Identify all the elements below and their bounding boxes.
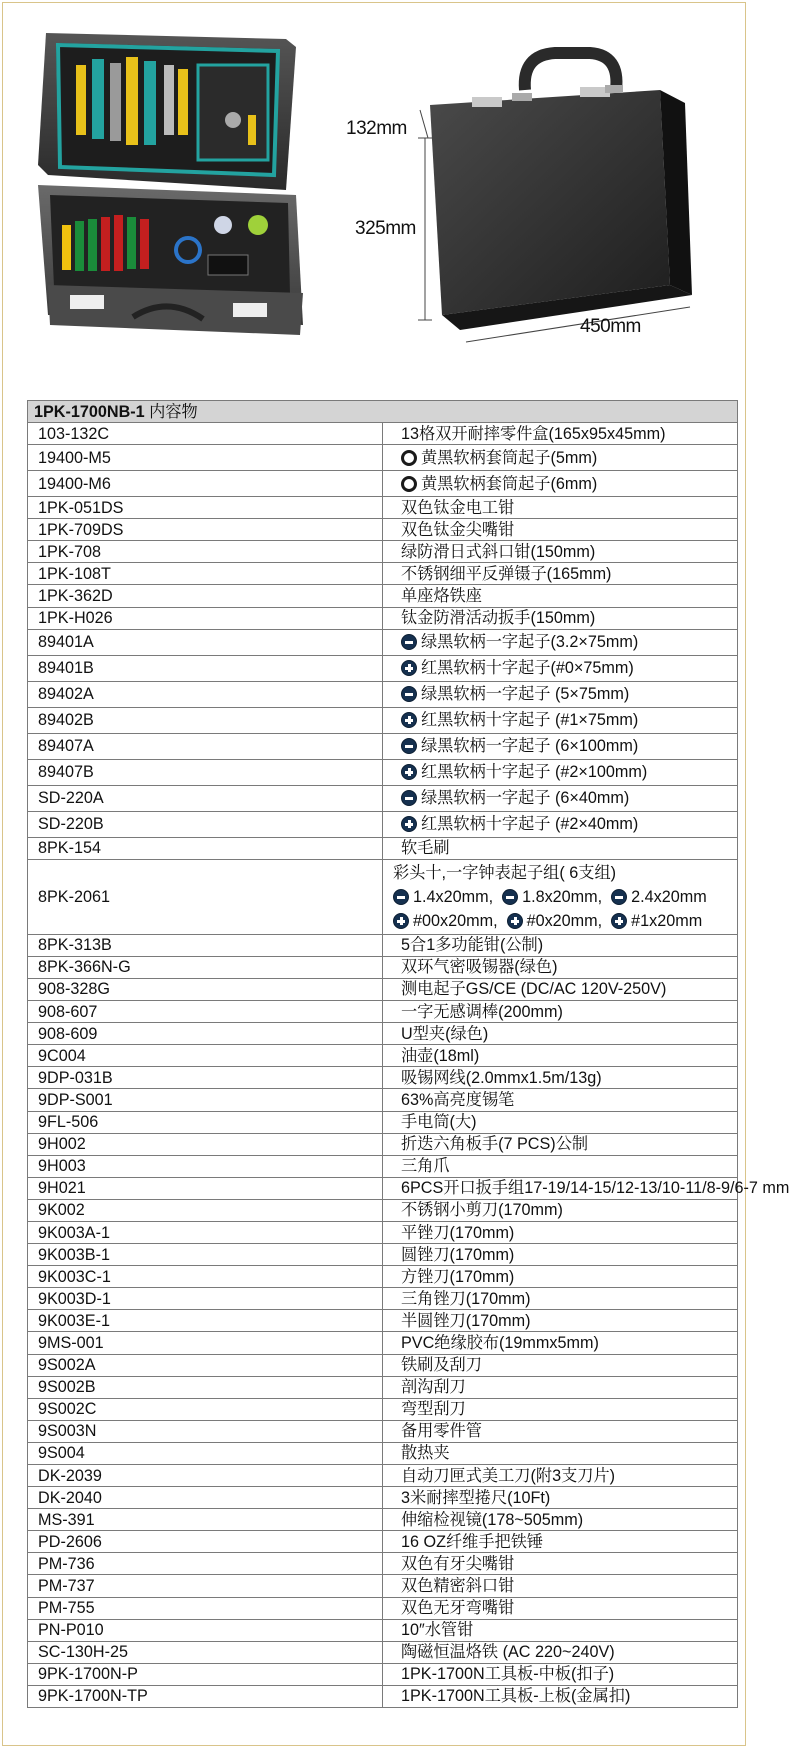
table-row — [28, 1442, 738, 1464]
item-code: 1PK-708 — [28, 541, 383, 563]
table-row — [28, 785, 738, 811]
table-row — [28, 1288, 738, 1310]
size: 2.4x20mm — [631, 887, 707, 906]
item-description-text: 1PK-1700N工具板-上板(金属扣) — [401, 1687, 631, 1706]
item-description — [383, 1619, 738, 1641]
item-description — [383, 1398, 738, 1420]
item-description — [383, 1641, 738, 1663]
item-description-text: 折迭六角板手(7 PCS)公制 — [401, 1135, 589, 1154]
phillips-icon — [401, 712, 417, 728]
item-description-text: 陶磁恒温烙铁 (AC 220~240V) — [401, 1643, 615, 1662]
item-description — [383, 563, 738, 585]
item-description — [383, 1023, 738, 1045]
slotted-icon — [502, 889, 518, 905]
item-description-text: 红黑软柄十字起子 (#1×75mm) — [421, 711, 639, 730]
slotted-icon — [611, 889, 627, 905]
item-code: 9K002 — [28, 1199, 383, 1221]
height-small-label: 132mm — [346, 118, 407, 139]
width-label: 450mm — [580, 316, 641, 337]
item-description — [383, 1531, 738, 1553]
item-code: MS-391 — [28, 1509, 383, 1531]
item-description — [383, 541, 738, 563]
item-code: DK-2040 — [28, 1487, 383, 1509]
size: 1.8x20mm, — [522, 887, 603, 906]
table-row — [28, 1354, 738, 1376]
item-description — [383, 837, 738, 859]
table-row — [28, 811, 738, 837]
table-row — [28, 563, 738, 585]
item-code: 8PK-313B — [28, 934, 383, 956]
size: #00x20mm, — [413, 911, 498, 930]
item-code: 1PK-051DS — [28, 497, 383, 519]
rows-group-2 — [28, 934, 789, 1707]
item-description-text: 5合1多功能钳(公制) — [401, 936, 544, 955]
item-description — [383, 585, 738, 607]
item-description — [383, 655, 738, 681]
item-description-text: 三角爪 — [401, 1157, 450, 1176]
item-code: 9DP-S001 — [28, 1089, 383, 1111]
item-description — [383, 707, 738, 733]
item-code: 9S003N — [28, 1420, 383, 1442]
item-code: PD-2606 — [28, 1531, 383, 1553]
table-row — [28, 1133, 738, 1155]
item-code: PM-737 — [28, 1575, 383, 1597]
table-row — [28, 1641, 738, 1663]
table-row — [28, 1045, 738, 1067]
item-code: 8PK-154 — [28, 837, 383, 859]
item-code: 9K003A-1 — [28, 1221, 383, 1243]
item-description — [383, 629, 738, 655]
slotted-icon — [401, 738, 417, 754]
item-description — [383, 445, 738, 471]
item-description — [383, 1487, 738, 1509]
item-description-text: 吸锡网线(2.0mmx1.5m/13g) — [401, 1068, 602, 1087]
item-description-text: 黄黑软柄套筒起子(5mm) — [421, 448, 598, 467]
item-description-text: 双色钛金电工钳 — [401, 498, 515, 517]
item-code: 8PK-366N-G — [28, 956, 383, 978]
phillips-icon — [401, 660, 417, 676]
table-row — [28, 956, 738, 978]
item-code: 89402A — [28, 681, 383, 707]
item-description — [383, 934, 738, 956]
item-code: PN-P010 — [28, 1619, 383, 1641]
table-header-row — [28, 401, 738, 423]
set-title: 彩头十,一字钟表起子组( 6支组) — [393, 863, 617, 882]
item-description-text: 三角锉刀(170mm) — [401, 1289, 531, 1308]
item-code: 1PK-362D — [28, 585, 383, 607]
table-row — [28, 1597, 738, 1619]
item-description-text: 软毛刷 — [401, 839, 450, 858]
item-description — [383, 681, 738, 707]
item-code: 9S002B — [28, 1376, 383, 1398]
table-row — [28, 607, 738, 629]
item-description-text: 绿黑软柄一字起子 (6×40mm) — [421, 789, 630, 808]
item-description — [383, 956, 738, 978]
slotted-icon — [401, 686, 417, 702]
item-description-text: 3米耐摔型捲尺(10Ft) — [401, 1488, 551, 1507]
table-row — [28, 655, 738, 681]
item-code: DK-2039 — [28, 1465, 383, 1487]
table-row — [28, 423, 738, 445]
item-description — [383, 497, 738, 519]
table-row — [28, 1023, 738, 1045]
item-description-text: 双环气密吸锡器(绿色) — [401, 958, 558, 977]
phillips-icon — [401, 764, 417, 780]
item-description — [383, 1442, 738, 1464]
item-description — [383, 607, 738, 629]
rows-group-1 — [28, 423, 738, 860]
item-description — [383, 1310, 738, 1332]
item-description-text: 绿黑软柄一字起子 (5×75mm) — [421, 685, 630, 704]
table-row — [28, 1420, 738, 1442]
item-description — [383, 1288, 738, 1310]
item-description — [383, 1244, 738, 1266]
table-row — [28, 1398, 738, 1420]
item-description — [383, 1111, 738, 1133]
table-row — [28, 519, 738, 541]
item-description-text: 自动刀匣式美工刀(附3支刀片) — [401, 1466, 616, 1485]
item-description-text: U型夹(绿色) — [401, 1024, 489, 1043]
item-description-text: 绿防滑日式斜口钳(150mm) — [401, 542, 596, 561]
slotted-icon — [401, 790, 417, 806]
item-code: 89402B — [28, 707, 383, 733]
table-row — [28, 1619, 738, 1641]
ring-icon — [401, 476, 417, 492]
table-row — [28, 1509, 738, 1531]
table-row — [28, 1111, 738, 1133]
table-row — [28, 1221, 738, 1243]
table-row — [28, 445, 738, 471]
item-description — [383, 1133, 738, 1155]
table-row — [28, 1487, 738, 1509]
size: #1x20mm — [631, 911, 703, 930]
item-description — [383, 978, 738, 1000]
item-description — [383, 1509, 738, 1531]
item-description-text: 10″水管钳 — [401, 1621, 474, 1640]
item-description-text: 绿黑软柄一字起子(3.2×75mm) — [421, 633, 639, 652]
item-code: 1PK-709DS — [28, 519, 383, 541]
table-row — [28, 759, 738, 785]
slotted-icon — [401, 634, 417, 650]
item-description-text: 手电筒(大) — [401, 1113, 477, 1132]
item-description-text: 剖沟刮刀 — [401, 1378, 466, 1397]
item-description-text: 绿黑软柄一字起子 (6×100mm) — [421, 737, 639, 756]
item-description-text: 6PCS开口扳手组17-19/14-15/12-13/10-11/8-9/6-7 mm — [401, 1179, 789, 1198]
item-description — [383, 1001, 738, 1023]
item-description-text: 弯型刮刀 — [401, 1400, 466, 1419]
item-code: 9DP-031B — [28, 1067, 383, 1089]
phillips-icon — [401, 816, 417, 832]
item-code: 9K003B-1 — [28, 1244, 383, 1266]
item-code: SD-220A — [28, 785, 383, 811]
item-code: 9FL-506 — [28, 1111, 383, 1133]
item-description — [383, 733, 738, 759]
ring-icon — [401, 450, 417, 466]
item-code: 89407A — [28, 733, 383, 759]
item-description — [383, 1155, 738, 1177]
item-code: 89401B — [28, 655, 383, 681]
item-code: 9H003 — [28, 1155, 383, 1177]
item-description-text: 黄黑软柄套筒起子(6mm) — [421, 474, 598, 493]
item-description-text: PVC绝缘胶布(19mmx5mm) — [401, 1333, 599, 1352]
item-code: 908-607 — [28, 1001, 383, 1023]
phillips-icon — [611, 913, 627, 929]
table-row — [28, 1310, 738, 1332]
item-description-text: 方锉刀(170mm) — [401, 1267, 515, 1286]
item-description-text: 红黑软柄十字起子(#0×75mm) — [421, 659, 634, 678]
item-code: 103-132C — [28, 423, 383, 445]
item-description-text: 单座烙铁座 — [401, 587, 482, 606]
item-description — [383, 1354, 738, 1376]
item-code: 9S002A — [28, 1354, 383, 1376]
item-description-text: 伸缩检视镜(178~505mm) — [401, 1510, 584, 1529]
item-description-text: 不锈钢细平反弹镊子(165mm) — [401, 564, 612, 583]
slotted-icon — [393, 889, 409, 905]
item-description — [383, 785, 738, 811]
item-description-text: 铁刷及刮刀 — [401, 1356, 482, 1375]
item-description — [383, 471, 738, 497]
table-row — [28, 1685, 738, 1707]
item-description-text: 双色无牙弯嘴钳 — [401, 1599, 515, 1618]
item-description — [383, 1177, 789, 1199]
table-row — [28, 1332, 738, 1354]
item-code: 9H021 — [28, 1177, 383, 1199]
item-description — [383, 1597, 738, 1619]
item-code: 9PK-1700N-TP — [28, 1685, 383, 1707]
item-description-text: 16 OZ纤维手把铁锤 — [401, 1532, 544, 1551]
table-header — [28, 401, 738, 423]
phillips-icon — [507, 913, 523, 929]
item-description — [383, 859, 738, 934]
table-row — [28, 1531, 738, 1553]
slotted-sizes — [393, 885, 737, 909]
item-code: 1PK-H026 — [28, 607, 383, 629]
table-row — [28, 1376, 738, 1398]
item-code: 908-609 — [28, 1023, 383, 1045]
table-row — [28, 585, 738, 607]
item-description — [383, 1575, 738, 1597]
item-code: 89407B — [28, 759, 383, 785]
item-code: SD-220B — [28, 811, 383, 837]
item-description-text: 一字无感调棒(200mm) — [401, 1002, 563, 1021]
phillips-sizes — [393, 909, 737, 933]
item-description — [383, 759, 738, 785]
size: #0x20mm, — [526, 911, 603, 930]
table-row — [28, 859, 738, 934]
table-row — [28, 541, 738, 563]
item-description-text: 半圆锉刀(170mm) — [401, 1311, 531, 1330]
table-row — [28, 707, 738, 733]
item-description-text: 双色精密斜口钳 — [401, 1577, 515, 1596]
item-description-text: 油壶(18ml) — [401, 1046, 480, 1065]
item-code: PM-755 — [28, 1597, 383, 1619]
size: 1.4x20mm, — [413, 887, 494, 906]
item-description — [383, 1266, 738, 1288]
item-description-text: 13格双开耐摔零件盒(165x95x45mm) — [401, 424, 666, 443]
item-code: 19400-M6 — [28, 471, 383, 497]
item-description-text: 双色有牙尖嘴钳 — [401, 1554, 515, 1573]
item-code: 9K003E-1 — [28, 1310, 383, 1332]
item-code: 89401A — [28, 629, 383, 655]
table-row — [28, 1575, 738, 1597]
table-row — [28, 1553, 738, 1575]
item-description — [383, 423, 738, 445]
table-row — [28, 1155, 738, 1177]
item-code: 9K003D-1 — [28, 1288, 383, 1310]
table-row — [28, 978, 738, 1000]
item-description — [383, 1089, 738, 1111]
table-row — [28, 1244, 738, 1266]
item-code: 9C004 — [28, 1045, 383, 1067]
table-row — [28, 1089, 738, 1111]
item-code: PM-736 — [28, 1553, 383, 1575]
item-description — [383, 1376, 738, 1398]
item-description — [383, 1465, 738, 1487]
item-description — [383, 1553, 738, 1575]
table-row — [28, 629, 738, 655]
table-row — [28, 934, 738, 956]
item-description-text: 红黑软柄十字起子 (#2×100mm) — [421, 763, 648, 782]
item-description-text: 圆锉刀(170mm) — [401, 1245, 515, 1264]
contents-table — [27, 400, 789, 1708]
item-description-text: 平锉刀(170mm) — [401, 1223, 515, 1242]
table-row — [28, 471, 738, 497]
item-description-text: 备用零件管 — [401, 1422, 482, 1441]
item-description-text: 不锈钢小剪刀(170mm) — [401, 1201, 563, 1220]
item-description — [383, 1199, 738, 1221]
table-row — [28, 1663, 738, 1685]
item-description-text: 双色钛金尖嘴钳 — [401, 520, 515, 539]
item-description-text: 测电起子GS/CE (DC/AC 120V-250V) — [401, 980, 667, 999]
item-description — [383, 1332, 738, 1354]
item-description-text: 1PK-1700N工具板-中板(扣子) — [401, 1665, 615, 1684]
item-code: 9S004 — [28, 1442, 383, 1464]
table-row — [28, 681, 738, 707]
item-code: 8PK-2061 — [28, 859, 383, 934]
table-row — [28, 1177, 738, 1199]
item-description — [383, 519, 738, 541]
item-code: 908-328G — [28, 978, 383, 1000]
table-row — [28, 733, 738, 759]
item-code: 9K003C-1 — [28, 1266, 383, 1288]
table-row — [28, 497, 738, 519]
table-row — [28, 1199, 738, 1221]
item-code: 9MS-001 — [28, 1332, 383, 1354]
item-description-text: 钛金防滑活动扳手(150mm) — [401, 609, 596, 628]
item-code: SC-130H-25 — [28, 1641, 383, 1663]
item-description — [383, 811, 738, 837]
item-description — [383, 1685, 738, 1707]
item-description — [383, 1045, 738, 1067]
table-row — [28, 837, 738, 859]
item-code: 9PK-1700N-P — [28, 1663, 383, 1685]
header-label: 内容物 — [144, 402, 198, 421]
item-code: 19400-M5 — [28, 445, 383, 471]
item-description — [383, 1221, 738, 1243]
item-code: 9H002 — [28, 1133, 383, 1155]
item-description — [383, 1663, 738, 1685]
item-description-text: 红黑软柄十字起子 (#2×40mm) — [421, 815, 639, 834]
height-large-label: 325mm — [355, 218, 416, 239]
table-row — [28, 1001, 738, 1023]
table-row — [28, 1266, 738, 1288]
item-description-text: 63%高亮度锡笔 — [401, 1090, 515, 1109]
product-photos — [0, 0, 750, 390]
item-code: 9S002C — [28, 1398, 383, 1420]
item-description — [383, 1420, 738, 1442]
table-row — [28, 1465, 738, 1487]
table-row — [28, 1067, 738, 1089]
item-description-text: 散热夹 — [401, 1444, 450, 1463]
phillips-icon — [393, 913, 409, 929]
item-description — [383, 1067, 738, 1089]
item-code: 1PK-108T — [28, 563, 383, 585]
set-code: 1PK-1700NB-1 — [34, 402, 145, 421]
